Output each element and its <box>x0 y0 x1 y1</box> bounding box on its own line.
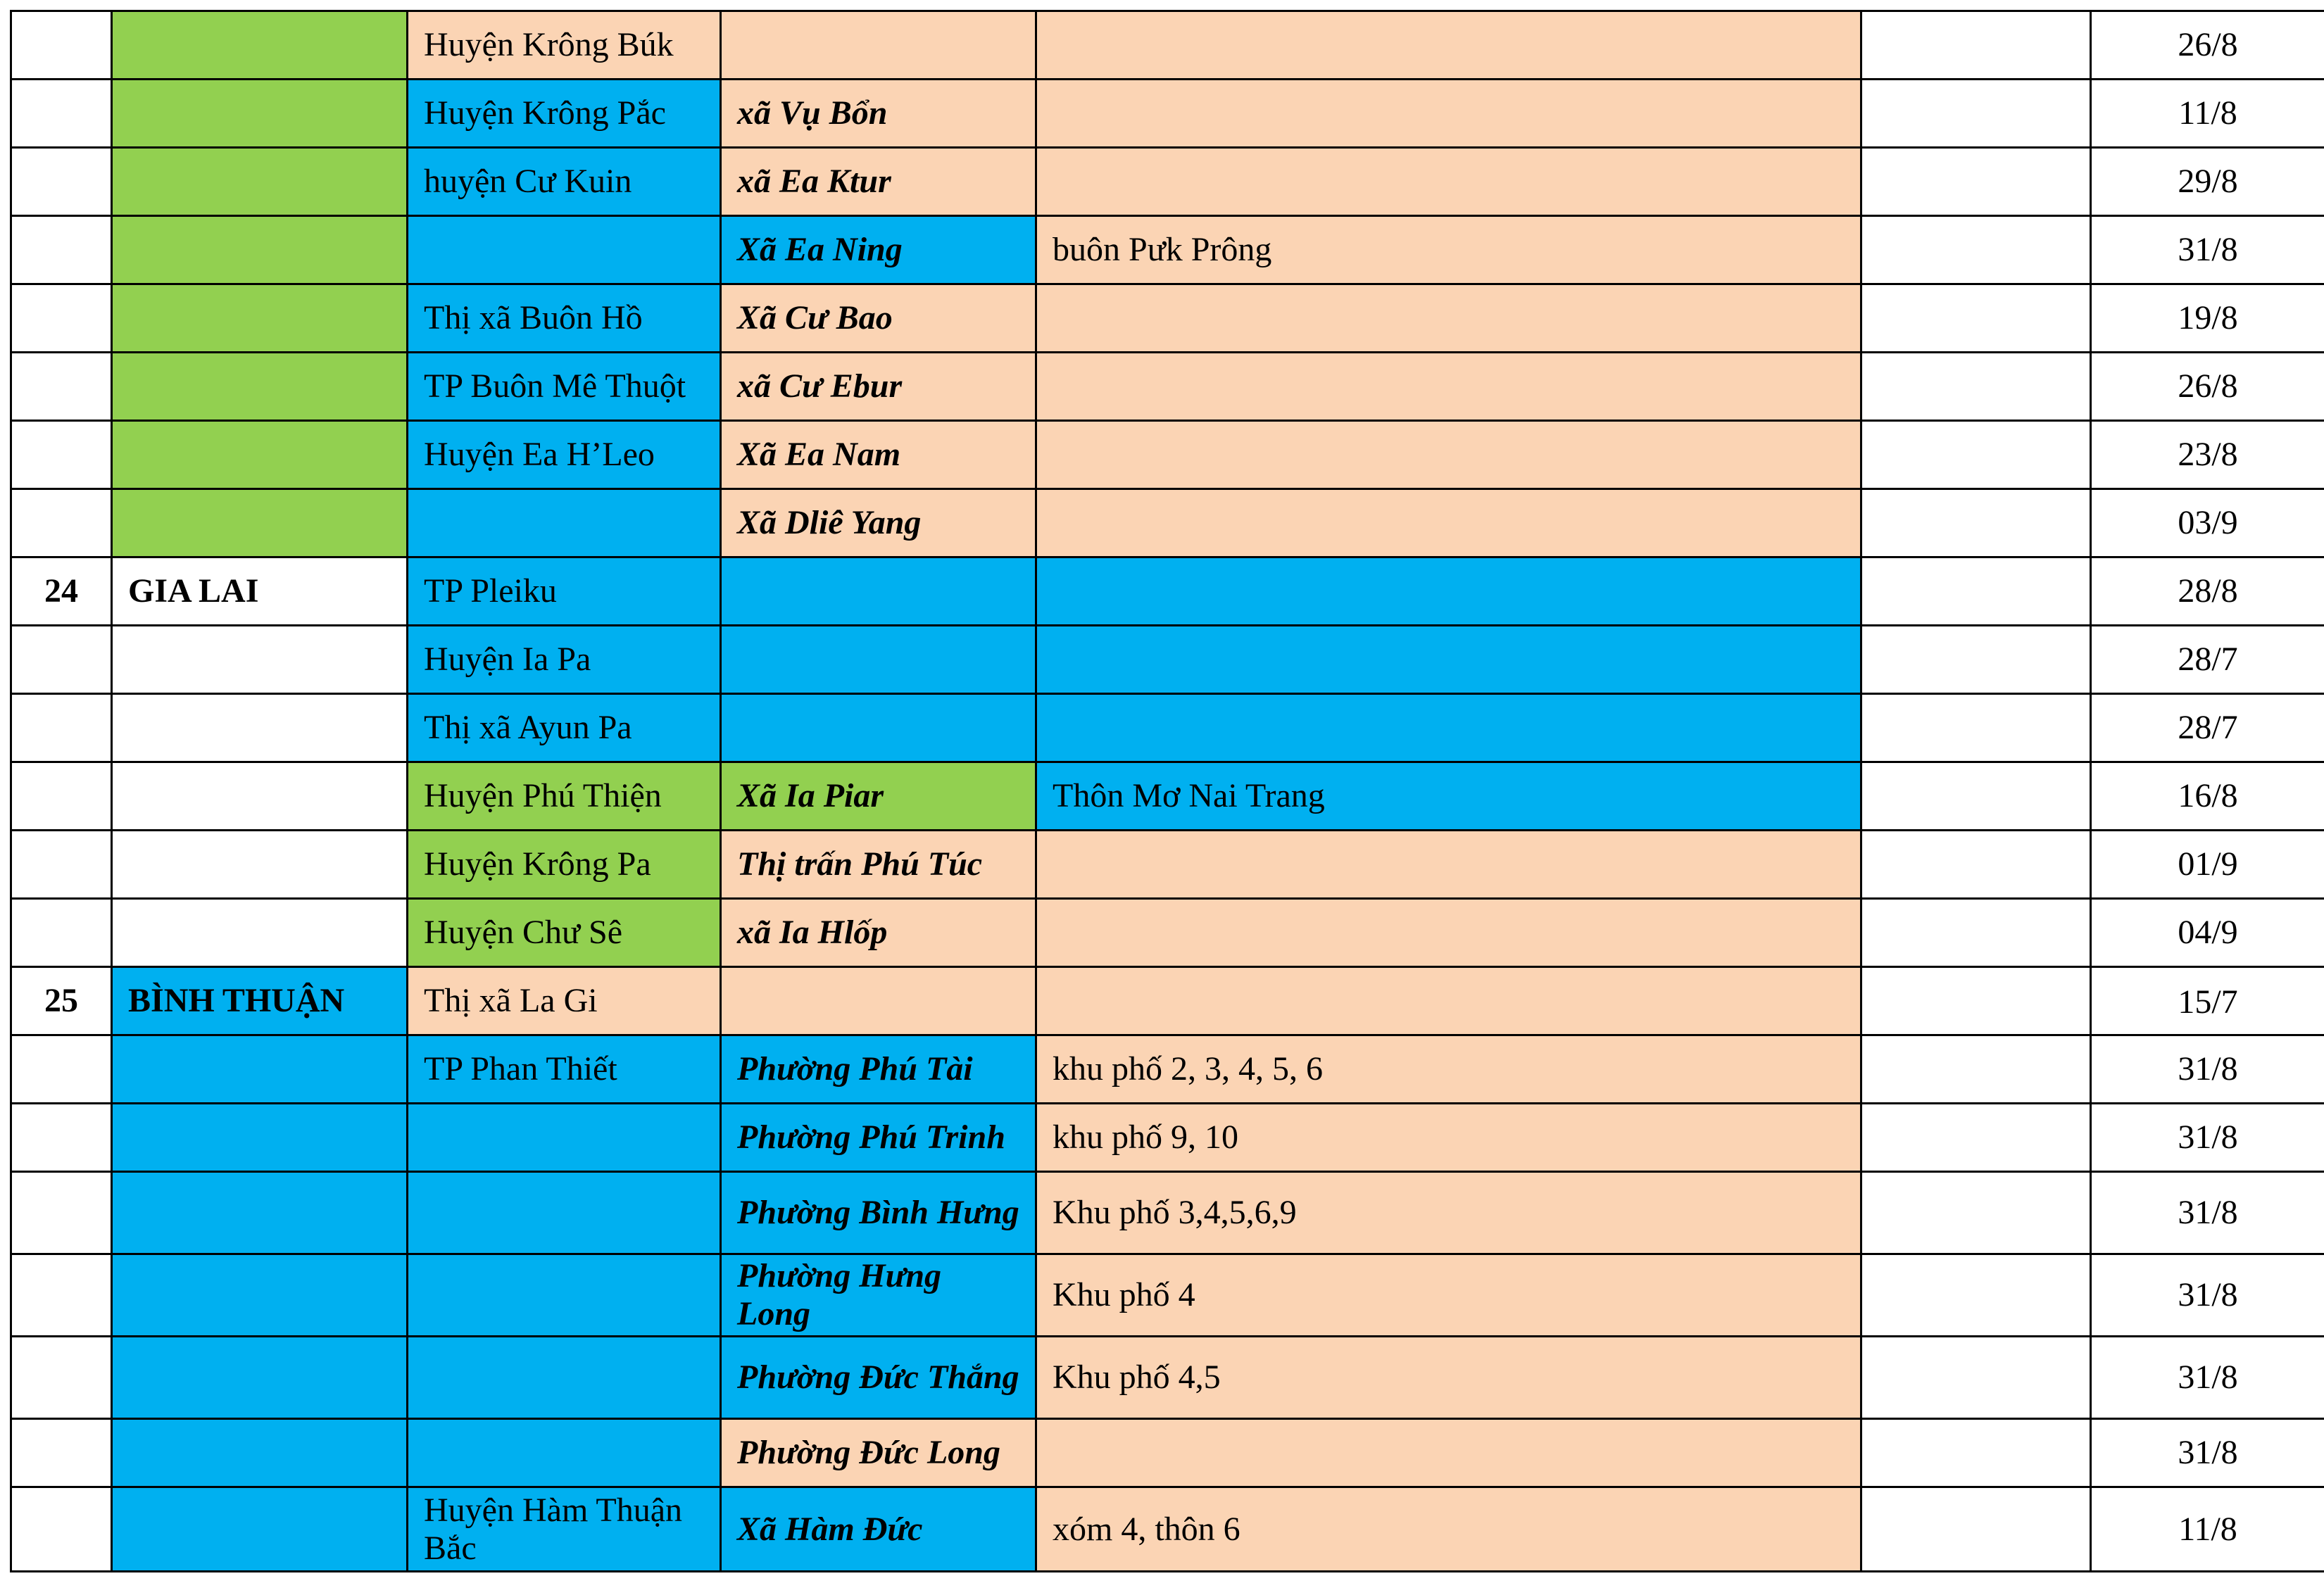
commune-cell <box>721 557 1036 626</box>
province-cell <box>112 11 408 80</box>
district-cell: TP Phan Thiết <box>408 1035 721 1104</box>
note-cell <box>1861 1337 2091 1419</box>
date-cell: 04/9 <box>2091 899 2324 967</box>
province-cell <box>112 148 408 216</box>
table-row <box>11 967 2324 1035</box>
note-cell <box>1861 489 2091 557</box>
date-cell: 28/8 <box>2091 557 2324 626</box>
table-row <box>11 216 2324 284</box>
note-cell <box>1861 967 2091 1035</box>
commune-cell: Phường Phú Trinh <box>721 1104 1036 1172</box>
stt-cell <box>11 489 112 557</box>
province-cell <box>112 1419 408 1487</box>
table-row <box>11 1035 2324 1104</box>
district-cell <box>408 1172 721 1254</box>
province-cell <box>112 284 408 353</box>
village-cell <box>1036 1419 1861 1487</box>
commune-cell: Xã Dliê Yang <box>721 489 1036 557</box>
stt-cell <box>11 762 112 831</box>
date-cell: 31/8 <box>2091 216 2324 284</box>
district-cell <box>408 1254 721 1337</box>
district-cell: Thị xã Ayun Pa <box>408 694 721 762</box>
village-cell: xóm 4, thôn 6 <box>1036 1487 1861 1572</box>
village-cell <box>1036 831 1861 899</box>
village-cell <box>1036 899 1861 967</box>
district-cell: Huyện Krông Pắc <box>408 80 721 148</box>
stt-cell <box>11 421 112 489</box>
stt-cell <box>11 148 112 216</box>
commune-cell <box>721 626 1036 694</box>
table-row <box>11 489 2324 557</box>
stt-cell <box>11 831 112 899</box>
date-cell: 31/8 <box>2091 1104 2324 1172</box>
table-row <box>11 11 2324 80</box>
date-cell: 28/7 <box>2091 626 2324 694</box>
commune-cell: xã Ea Ktur <box>721 148 1036 216</box>
district-cell: Thị xã La Gi <box>408 967 721 1035</box>
date-cell: 31/8 <box>2091 1419 2324 1487</box>
commune-cell: Thị trấn Phú Túc <box>721 831 1036 899</box>
village-cell: Khu phố 3,4,5,6,9 <box>1036 1172 1861 1254</box>
note-cell <box>1861 899 2091 967</box>
village-cell <box>1036 421 1861 489</box>
village-cell <box>1036 284 1861 353</box>
district-cell <box>408 216 721 284</box>
stt-cell <box>11 1035 112 1104</box>
table-row <box>11 148 2324 216</box>
commune-cell: Phường Hưng Long <box>721 1254 1036 1337</box>
commune-cell: Xã Cư Bao <box>721 284 1036 353</box>
commune-cell: Xã Ea Nam <box>721 421 1036 489</box>
district-cell: huyện Cư Kuin <box>408 148 721 216</box>
commune-cell: Phường Đức Long <box>721 1419 1036 1487</box>
table-row <box>11 1254 2324 1337</box>
village-cell: buôn Pưk Prông <box>1036 216 1861 284</box>
table-row <box>11 762 2324 831</box>
district-cell: Huyện Hàm Thuận Bắc <box>408 1487 721 1572</box>
stt-cell <box>11 80 112 148</box>
date-cell: 26/8 <box>2091 353 2324 421</box>
district-cell <box>408 1104 721 1172</box>
date-cell: 31/8 <box>2091 1254 2324 1337</box>
village-cell <box>1036 353 1861 421</box>
note-cell <box>1861 353 2091 421</box>
stt-cell <box>11 216 112 284</box>
commune-cell: xã Vụ Bổn <box>721 80 1036 148</box>
stt-cell <box>11 1172 112 1254</box>
village-cell <box>1036 557 1861 626</box>
commune-cell: Xã Ea Ning <box>721 216 1036 284</box>
date-cell: 31/8 <box>2091 1337 2324 1419</box>
district-cell <box>408 489 721 557</box>
village-cell <box>1036 489 1861 557</box>
commune-cell: xã Ia Hlốp <box>721 899 1036 967</box>
date-cell: 16/8 <box>2091 762 2324 831</box>
commune-cell: Phường Đức Thắng <box>721 1337 1036 1419</box>
district-cell: Huyện Krông Pa <box>408 831 721 899</box>
note-cell <box>1861 216 2091 284</box>
note-cell <box>1861 1104 2091 1172</box>
province-cell <box>112 1254 408 1337</box>
note-cell <box>1861 1419 2091 1487</box>
province-cell: BÌNH THUẬN <box>112 967 408 1035</box>
stt-cell <box>11 1419 112 1487</box>
province-cell <box>112 694 408 762</box>
province-cell <box>112 1337 408 1419</box>
note-cell <box>1861 421 2091 489</box>
district-cell: TP Buôn Mê Thuột <box>408 353 721 421</box>
stt-cell <box>11 694 112 762</box>
commune-cell: xã Cư Ebur <box>721 353 1036 421</box>
note-cell <box>1861 1254 2091 1337</box>
date-cell: 11/8 <box>2091 80 2324 148</box>
province-cell <box>112 831 408 899</box>
commune-cell <box>721 11 1036 80</box>
date-cell: 26/8 <box>2091 11 2324 80</box>
village-cell <box>1036 694 1861 762</box>
stt-cell: 24 <box>11 557 112 626</box>
province-cell <box>112 216 408 284</box>
note-cell <box>1861 762 2091 831</box>
district-cell: TP Pleiku <box>408 557 721 626</box>
date-cell: 01/9 <box>2091 831 2324 899</box>
commune-cell <box>721 967 1036 1035</box>
commune-cell: Phường Phú Tài <box>721 1035 1036 1104</box>
commune-cell: Xã Hàm Đức <box>721 1487 1036 1572</box>
district-cell <box>408 1419 721 1487</box>
note-cell <box>1861 148 2091 216</box>
note-cell <box>1861 626 2091 694</box>
village-cell <box>1036 11 1861 80</box>
village-cell: Khu phố 4 <box>1036 1254 1861 1337</box>
village-cell: Thôn Mơ Nai Trang <box>1036 762 1861 831</box>
stt-cell <box>11 899 112 967</box>
village-cell: khu phố 2, 3, 4, 5, 6 <box>1036 1035 1861 1104</box>
province-cell <box>112 80 408 148</box>
table-row <box>11 1337 2324 1419</box>
note-cell <box>1861 284 2091 353</box>
stt-cell <box>11 353 112 421</box>
date-cell: 31/8 <box>2091 1172 2324 1254</box>
stt-cell <box>11 11 112 80</box>
table-row <box>11 284 2324 353</box>
village-cell: Khu phố 4,5 <box>1036 1337 1861 1419</box>
village-cell <box>1036 148 1861 216</box>
date-cell: 15/7 <box>2091 967 2324 1035</box>
stt-cell <box>11 284 112 353</box>
province-cell <box>112 626 408 694</box>
table-row <box>11 1419 2324 1487</box>
province-cell <box>112 353 408 421</box>
stt-cell <box>11 1254 112 1337</box>
date-cell: 11/8 <box>2091 1487 2324 1572</box>
table-row <box>11 1172 2324 1254</box>
village-cell <box>1036 80 1861 148</box>
note-cell <box>1861 694 2091 762</box>
date-cell: 29/8 <box>2091 148 2324 216</box>
table-row <box>11 626 2324 694</box>
note-cell <box>1861 1487 2091 1572</box>
village-cell: khu phố 9, 10 <box>1036 1104 1861 1172</box>
province-cell <box>112 1487 408 1572</box>
stt-cell <box>11 1337 112 1419</box>
province-cell <box>112 1104 408 1172</box>
stt-cell <box>11 1104 112 1172</box>
note-cell <box>1861 831 2091 899</box>
table-row <box>11 899 2324 967</box>
province-cell <box>112 1172 408 1254</box>
province-cell: GIA LAI <box>112 557 408 626</box>
note-cell <box>1861 1172 2091 1254</box>
table-row <box>11 831 2324 899</box>
date-cell: 03/9 <box>2091 489 2324 557</box>
province-cell <box>112 1035 408 1104</box>
village-cell <box>1036 626 1861 694</box>
stt-cell <box>11 626 112 694</box>
commune-cell <box>721 694 1036 762</box>
province-cell <box>112 899 408 967</box>
province-cell <box>112 421 408 489</box>
date-cell: 28/7 <box>2091 694 2324 762</box>
commune-cell: Phường Bình Hưng <box>721 1172 1036 1254</box>
date-cell: 31/8 <box>2091 1035 2324 1104</box>
district-cell: Thị xã Buôn Hồ <box>408 284 721 353</box>
date-cell: 19/8 <box>2091 284 2324 353</box>
district-cell: Huyện Krông Búk <box>408 11 721 80</box>
district-cell: Huyện Phú Thiện <box>408 762 721 831</box>
note-cell <box>1861 11 2091 80</box>
province-cell <box>112 762 408 831</box>
district-cell: Huyện Ea H’Leo <box>408 421 721 489</box>
district-cell <box>408 1337 721 1419</box>
district-cell: Huyện Ia Pa <box>408 626 721 694</box>
stt-cell: 25 <box>11 967 112 1035</box>
district-cell: Huyện Chư Sê <box>408 899 721 967</box>
outbreak-table <box>10 10 2324 1572</box>
table-row <box>11 694 2324 762</box>
province-cell <box>112 489 408 557</box>
commune-cell: Xã Ia Piar <box>721 762 1036 831</box>
village-cell <box>1036 967 1861 1035</box>
note-cell <box>1861 557 2091 626</box>
note-cell <box>1861 80 2091 148</box>
table-row <box>11 421 2324 489</box>
table-row <box>11 353 2324 421</box>
table-row <box>11 1104 2324 1172</box>
table-row <box>11 1487 2324 1572</box>
stt-cell <box>11 1487 112 1572</box>
date-cell: 23/8 <box>2091 421 2324 489</box>
table-row <box>11 557 2324 626</box>
table-row <box>11 80 2324 148</box>
note-cell <box>1861 1035 2091 1104</box>
